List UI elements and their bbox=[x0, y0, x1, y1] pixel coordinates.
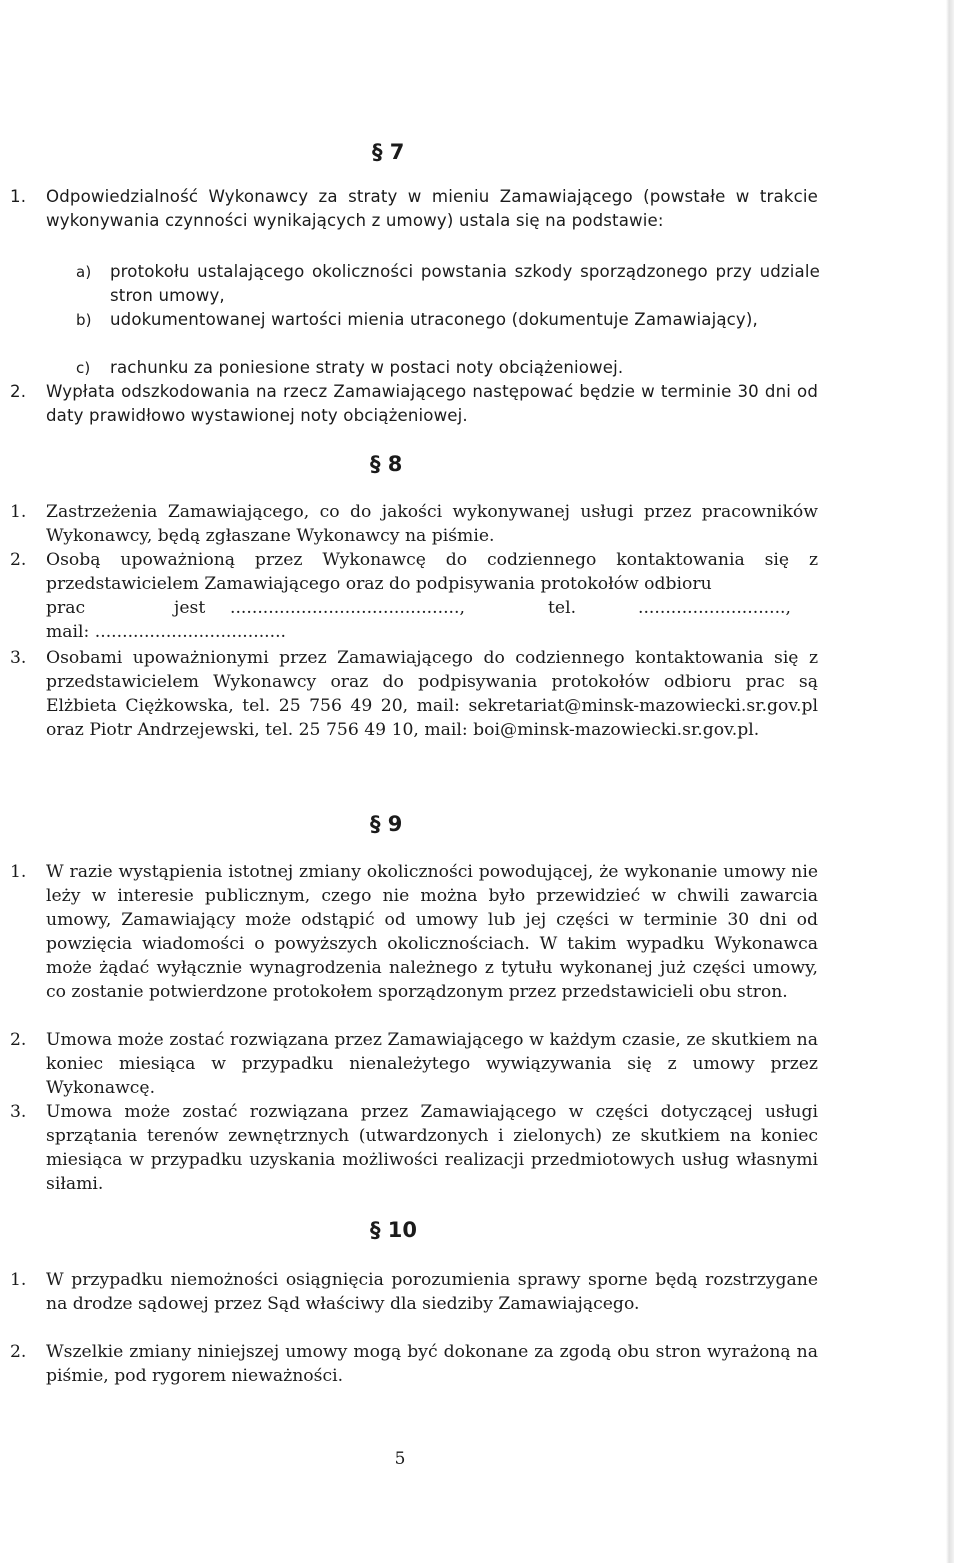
name-dots: .........................................., bbox=[230, 598, 465, 618]
item-number: 1. bbox=[10, 862, 27, 882]
item-number: 1. bbox=[10, 502, 27, 522]
section-7-subitem-c bbox=[76, 356, 820, 380]
item-text: Osobami upoważnionymi przez Zamawiającego do codziennego kontaktowania się z przedstawicielem Wykonawcy oraz do podpisywania protokołów odbioru prac są Elżbieta Ciężkowska, tel. 25 756 49 20, mail: sekretariat@minsk-mazowiecki.sr.gov.pl oraz Piotr Andrzejewski, tel. 25 756 49 10, mail: boi@minsk-mazowiecki.sr.gov.pl. bbox=[46, 648, 818, 740]
item-number: 3. bbox=[10, 648, 27, 668]
item-text: Zastrzeżenia Zamawiającego, co do jakości wykonywanej usługi przez pracowników Wykonawcy, będą zgłaszane Wykonawcy na piśmie. bbox=[46, 502, 818, 546]
section-9-item-3 bbox=[10, 1100, 818, 1196]
item-number: 1. bbox=[10, 1270, 27, 1290]
subitem-text: protokołu ustalającego okoliczności powstania szkody sporządzonego przy udziale stron umowy, bbox=[110, 262, 820, 305]
tel-dots: ..........................., bbox=[638, 598, 791, 618]
subitem-text: rachunku za poniesione straty w postaci noty obciążeniowej. bbox=[110, 358, 624, 377]
item-number: 2. bbox=[10, 1030, 27, 1050]
item-number: 2. bbox=[10, 382, 27, 401]
item-text: Wypłata odszkodowania na rzecz Zamawiającego następować będzie w terminie 30 dni od daty prawidłowo wystawionej noty obciążeniowej. bbox=[46, 382, 818, 425]
section-10-item-2 bbox=[10, 1340, 818, 1388]
item-text: Umowa może zostać rozwiązana przez Zamawiającego w części dotyczącej usługi sprzątania terenów zewnętrznych (utwardzonych i zielonych) ze skutkiem na koniec miesiąca w przypadku uzyskania możliwości realizacji przedmiotowych usług własnymi siłami. bbox=[46, 1102, 818, 1194]
page-number: 5 bbox=[394, 1449, 406, 1469]
section-10-heading: § 10 bbox=[370, 1218, 418, 1242]
section-8-item-1 bbox=[10, 500, 818, 548]
subitem-letter: c) bbox=[76, 359, 91, 377]
section-7-item-1 bbox=[10, 185, 818, 233]
page-edge-shadow bbox=[946, 0, 954, 1563]
tel-label: tel. bbox=[548, 598, 577, 618]
mail-fill-line bbox=[46, 620, 818, 644]
item-text: W razie wystąpienia istotnej zmiany okoliczności powodującej, że wykonanie umowy nie leży w interesie publicznym, czego nie można było przewidzieć w chwili zawarcia umowy, Zamawiający może odstąpić od umowy lub jej części w terminie 30 dni od powzięcia wiadomości o powyższych okolicznościach. W takim wypadku Wykonawca może żądać wyłącznie wynagrodzenia należnego z tytułu wykonanej już części umowy, co zostanie potwierdzone protokołem sporządzonym przez przedstawicieli obu stron. bbox=[46, 862, 818, 1002]
section-9-item-2 bbox=[10, 1028, 818, 1100]
prac-label: prac bbox=[46, 598, 86, 618]
section-8-heading: § 8 bbox=[370, 452, 403, 476]
item-number: 2. bbox=[10, 1342, 27, 1362]
section-9-heading: § 9 bbox=[370, 812, 403, 836]
item-text: Wszelkie zmiany niniejszej umowy mogą być dokonane za zgodą obu stron wyrażoną na piśmie, pod rygorem nieważności. bbox=[46, 1342, 818, 1386]
item-text: Osobą upoważnioną przez Wykonawcę do codziennego kontaktowania się z przedstawicielem Zamawiającego oraz do podpisywania protokołów odbioru bbox=[46, 550, 818, 594]
contact-fill-line bbox=[46, 596, 818, 620]
section-7-heading: § 7 bbox=[372, 140, 405, 164]
section-7-item-2 bbox=[10, 380, 818, 428]
subitem-letter: b) bbox=[76, 311, 92, 329]
item-number: 1. bbox=[10, 187, 27, 206]
item-number: 2. bbox=[10, 550, 27, 570]
section-10-item-1 bbox=[10, 1268, 818, 1316]
jest-label: jest bbox=[174, 598, 206, 618]
section-8-item-3 bbox=[10, 646, 818, 742]
section-8-item-2 bbox=[10, 548, 818, 596]
item-number: 3. bbox=[10, 1102, 27, 1122]
subitem-letter: a) bbox=[76, 263, 92, 281]
item-text: W przypadku niemożności osiągnięcia porozumienia sprawy sporne będą rozstrzygane na drodze sądowej przez Sąd właściwy dla siedziby Zamawiającego. bbox=[46, 1270, 818, 1314]
section-9-item-1 bbox=[10, 860, 818, 1004]
mail-dots: mail: ................................... bbox=[46, 622, 287, 642]
item-text: Umowa może zostać rozwiązana przez Zamawiającego w każdym czasie, ze skutkiem na koniec miesiąca w przypadku nienależytego wywiązywania się z umowy przez Wykonawcę. bbox=[46, 1030, 818, 1098]
section-7-subitem-a bbox=[76, 260, 820, 308]
section-7-subitem-b bbox=[76, 308, 820, 332]
subitem-text: udokumentowanej wartości mienia utraconego (dokumentuje Zamawiający), bbox=[110, 310, 758, 329]
item-text: Odpowiedzialność Wykonawcy za straty w mieniu Zamawiającego (powstałe w trakcie wykonywania czynności wynikających z umowy) ustala się na podstawie: bbox=[46, 187, 818, 230]
